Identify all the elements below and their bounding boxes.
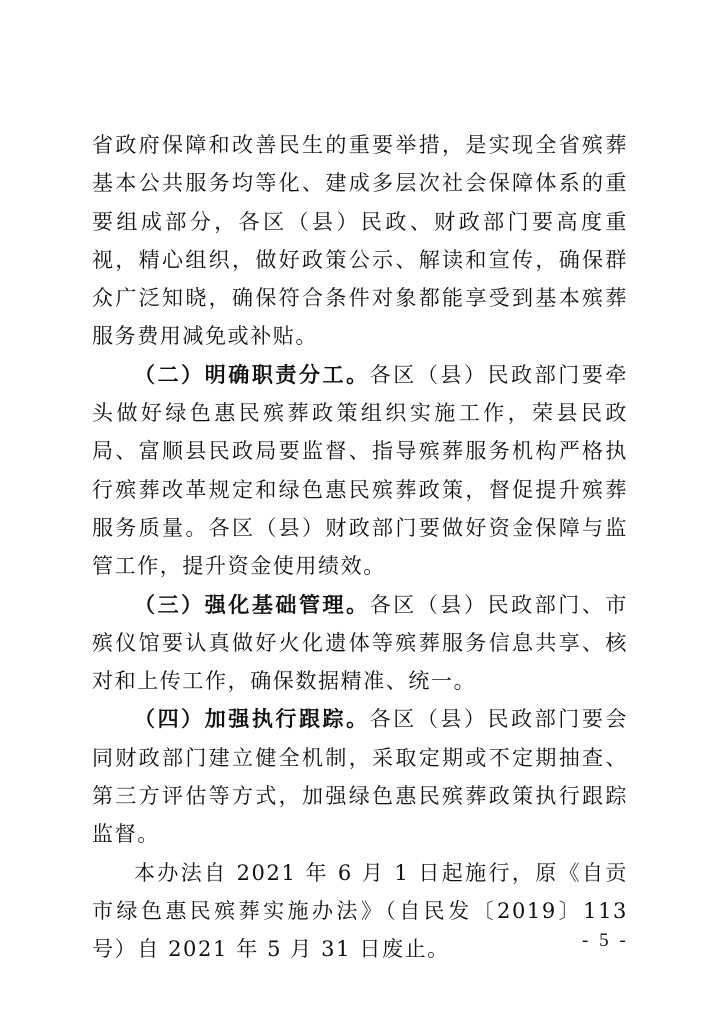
paragraph-text: 各区（县）民政部门要牵头做好绿色惠民殡葬政策组织实施工作，荣县民政局、富顺县民政局要监督、指导殡葬服务机构严格执行殡葬改革规定和绿色惠民殡葬政策，督促提升殡葬服务质量。各区（县）财政部门要做好资金保障与监管工作，提升资金使用绩效。 [92,362,628,579]
section-heading: （三）强化基础管理。 [134,592,370,617]
paragraph-management [92,586,628,701]
paragraph-continuation [92,126,628,356]
paragraph-text: 本办法自 2021 年 6 月 1 日起施行，原《自贡市绿色惠民殡葬实施办法》（自民发〔2019〕113 号）自 2021 年 5 月 31 日废止。 [92,860,628,962]
document-body [92,126,628,969]
paragraph-tracking [92,700,628,853]
paragraph-text: 各区（县）民政部门、市殡仪馆要认真做好火化遗体等殡葬服务信息共享、核对和上传工作，确保数据精准、统一。 [92,592,628,694]
paragraph-text: 省政府保障和改善民生的重要举措，是实现全省殡葬基本公共服务均等化、建成多层次社会保障体系的重要组成部分，各区（县）民政、财政部门要高度重视，精心组织，做好政策公示、解读和宣传，确保群众广泛知晓，确保符合条件对象都能享受到基本殡葬服务费用减免或补贴。 [92,133,628,349]
paragraph-effective-date [92,854,628,969]
section-heading: （四）加强执行跟踪。 [134,707,370,732]
section-heading: （二）明确职责分工。 [134,362,370,387]
paragraph-text: 各区（县）民政部门要会同财政部门建立健全机制，采取定期或不定期抽查、第三方评估等方式，加强绿色惠民殡葬政策执行跟踪监督。 [92,707,628,847]
page-number: - 5 - [582,930,629,951]
paragraph-duties [92,356,628,586]
